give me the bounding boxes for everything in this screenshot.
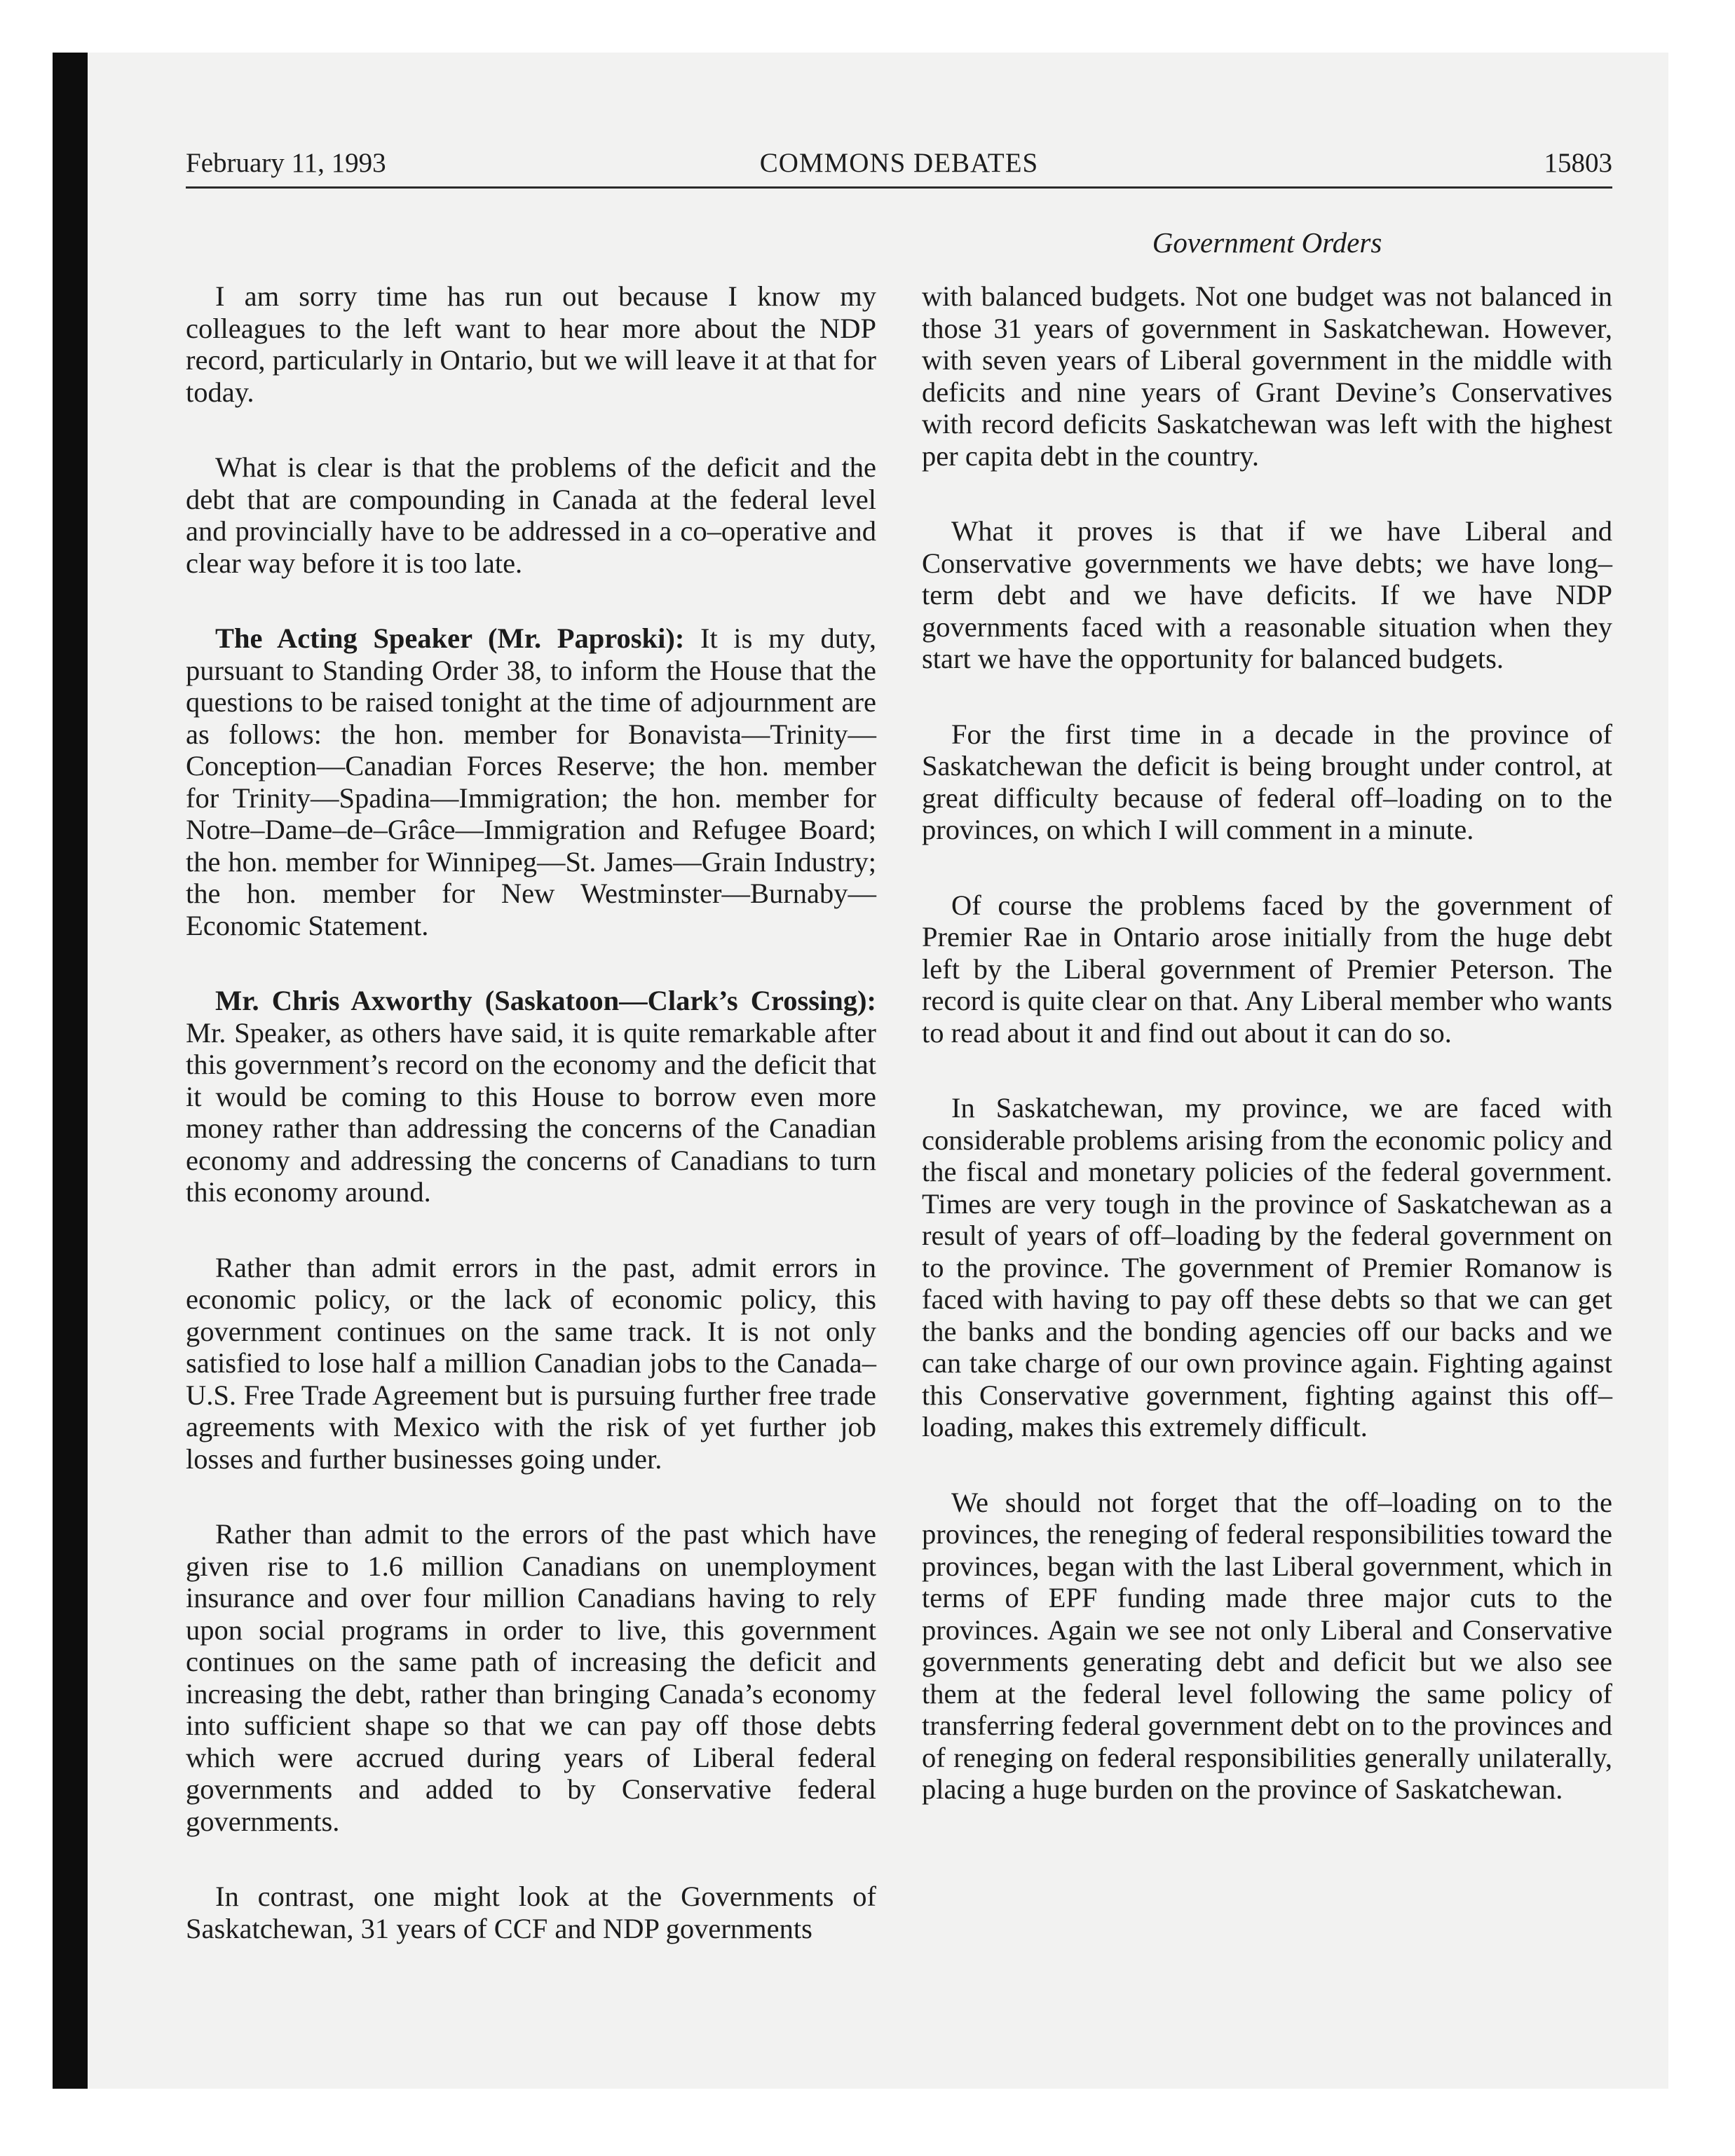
paragraph (922, 1487, 1612, 1806)
paragraph-text: We should not forget that the off–loading on to the provinces, the reneging of federal responsibilities toward the provinces, began with the last Liberal government, which in terms of EPF funding made three major cuts to the provinces. Again we see not only Liberal and Conservative governments generating debt and deficit but we also see them at the federal level following the same policy of transferring federal government debt on to the provinces and of reneging on federal responsibilities generally unilaterally, placing a huge burden on the province of Saskatchewan. (922, 1486, 1612, 1805)
paragraph-text: Rather than admit errors in the past, admit errors in economic policy, or the lack of economic policy, this government continues on the same track. It is not only satisfied to lose half a million Canadian jobs to the Canada–U.S. Free Trade Agreement but is pursuing further free trade agreements with Mexico with the risk of yet further job losses and further businesses going under. (186, 1251, 876, 1475)
paragraph (186, 1518, 876, 1837)
header-page-number: 15803 (1544, 148, 1612, 178)
paragraph (186, 622, 876, 941)
paragraph-text: In contrast, one might look at the Governments of Saskatchewan, 31 years of CCF and NDP governments (186, 1881, 876, 1944)
left-column (186, 280, 876, 1988)
paragraph-text: In Saskatchewan, my province, we are faced with considerable problems arising from the economic policy and the fiscal and monetary policies of the federal government. Times are very tough in the province of Saskatchewan as a result of years of off–loading by the federal government on to the province. The government of Premier Romanow is faced with having to pay off these debts so that we can get the banks and the bonding agencies off our backs and we can take charge of our own province again. Fighting against this Conservative government, fighting against this off–loading, makes this extremely difficult. (922, 1092, 1612, 1442)
paragraph-text: Mr. Speaker, as others have said, it is quite remarkable after this government’s record on the economy and the deficit that it would be coming to this House to borrow even more money rather than addressing the concerns of the Canadian economy and addressing the concerns of Canadians to turn this economy around. (186, 1016, 876, 1208)
paragraph (186, 451, 876, 579)
paragraph (186, 985, 876, 1208)
speaker-name: The Acting Speaker (Mr. Paproski): (215, 622, 685, 654)
scan-binding-edge (53, 53, 88, 2089)
paragraph-text: For the first time in a decade in the province of Saskatchewan the deficit is being brought under control, at great difficulty because of federal off–loading on to the provinces, on which I will comment in a minute. (922, 718, 1612, 845)
paragraph (186, 1881, 876, 1944)
right-column (922, 280, 1612, 1849)
running-header (186, 147, 1612, 186)
header-date: February 11, 1993 (186, 148, 386, 178)
header-rule (186, 186, 1612, 189)
paragraph-text: with balanced budgets. Not one budget was not balanced in those 31 years of government in Saskatchewan. However, with seven years of Liberal government in the middle with deficits and nine years of Grant Devine’s Conservatives with record deficits Saskatchewan was left with the highest per capita debt in the country. (922, 280, 1612, 472)
paragraph (922, 515, 1612, 675)
header-publication-title: COMMONS DEBATES (759, 148, 1039, 178)
section-heading: Government Orders (1152, 226, 1382, 259)
paragraph-text: It is my duty, pursuant to Standing Order 38, to inform the House that the questions to be raised tonight at the time of adjournment are as follows: the hon. member for Bonavista—Trinity—Conception—Canadian Forces Reserve; the hon. member for Trinity—Spadina—Immigration; the hon. member for Notre–Dame–de–Grâce—Immigration and Refugee Board; the hon. member for Winnipeg—St. James—Grain Industry; the hon. member for New Westminster—Burnaby—Economic Statement. (186, 622, 876, 941)
paragraph (186, 1252, 876, 1475)
paragraph (922, 280, 1612, 472)
speaker-name: Mr. Chris Axworthy (Saskatoon—Clark’s Crossing): (215, 985, 876, 1016)
paragraph-text: What is clear is that the problems of the deficit and the debt that are compounding in Canada at the federal level and provincially have to be addressed in a co–operative and clear way before it is too late. (186, 451, 876, 579)
paragraph (922, 889, 1612, 1049)
paragraph (186, 280, 876, 408)
paragraph (922, 718, 1612, 846)
paragraph-text: I am sorry time has run out because I know my colleagues to the left want to hear more about the NDP record, particularly in Ontario, but we will leave it at that for today. (186, 280, 876, 408)
paragraph (922, 1092, 1612, 1443)
paragraph-text: Of course the problems faced by the government of Premier Rae in Ontario arose initially from the huge debt left by the Liberal government of Premier Peterson. The record is quite clear on that. Any Liberal member who wants to read about it and find out about it can do so. (922, 889, 1612, 1049)
paragraph-text: Rather than admit to the errors of the past which have given rise to 1.6 million Canadians on unemployment insurance and over four million Canadians having to rely upon social programs in order to live, this government continues on the same path of increasing the deficit and increasing the debt, rather than bringing Canada’s economy into sufficient shape so that we can pay off those debts which were accrued during years of Liberal federal governments and added to by Conservative federal governments. (186, 1518, 876, 1837)
paragraph-text: What it proves is that if we have Liberal and Conservative governments we have debts; we have long–term debt and we have deficits. If we have NDP governments faced with a reasonable situation when they start we have the opportunity for balanced budgets. (922, 515, 1612, 674)
